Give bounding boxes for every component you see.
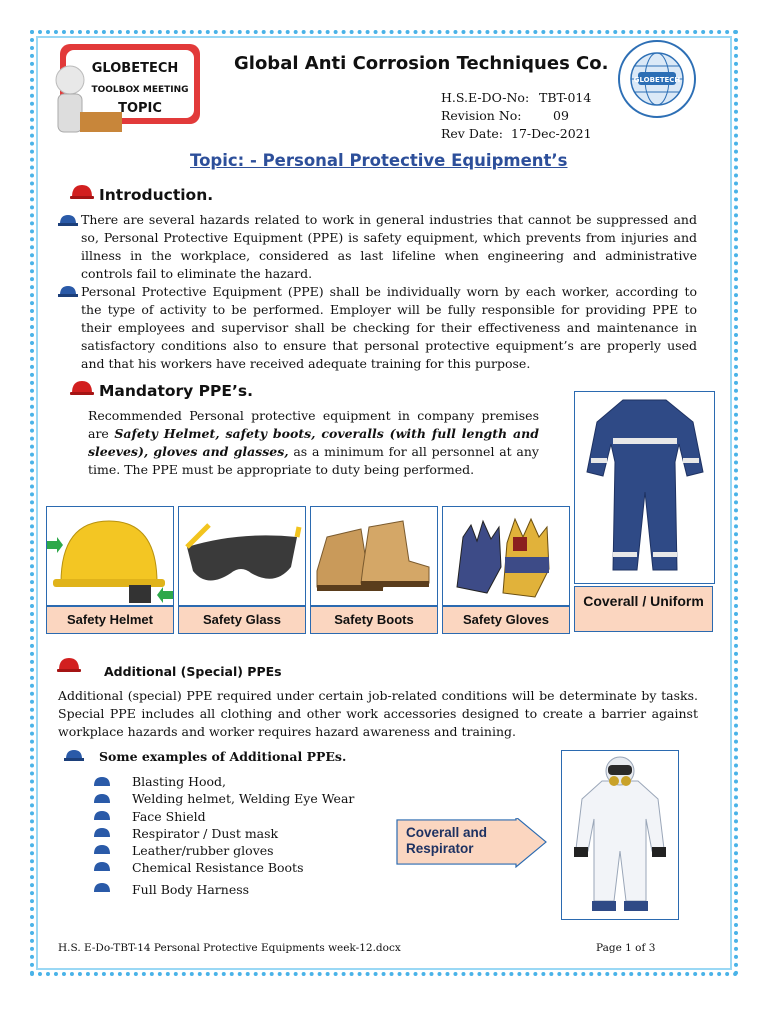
examples-heading: Some examples of Additional PPEs. bbox=[99, 749, 347, 764]
caption-safety-boots: Safety Boots bbox=[310, 606, 438, 634]
hard-hat-icon bbox=[57, 656, 81, 674]
footer-file: H.S. E-Do-TBT-14 Personal Protective Equipments week-12.docx bbox=[58, 942, 401, 954]
coverall-image bbox=[574, 391, 715, 584]
mandatory-heading: Mandatory PPE’s. bbox=[99, 382, 253, 400]
mandatory-text-a: Recommended Personal protective equipment in company premises are bbox=[88, 408, 539, 441]
doc-no: TBT-014 bbox=[539, 90, 592, 105]
doc-no-label: H.S.E-DO-No: bbox=[441, 90, 530, 105]
caption-safety-helmet: Safety Helmet bbox=[46, 606, 174, 634]
list-item: Chemical Resistance Boots bbox=[132, 860, 304, 876]
additional-heading: Additional (Special) PPEs bbox=[104, 664, 282, 679]
callout-text: Coverall and Respirator bbox=[406, 825, 488, 856]
safety-glass-image bbox=[178, 506, 306, 606]
list-item: Full Body Harness bbox=[132, 881, 250, 897]
intro-heading: Introduction. bbox=[99, 186, 214, 204]
safety-helmet-image bbox=[46, 506, 174, 606]
company-name: Global Anti Corrosion Techniques Co. bbox=[234, 53, 609, 74]
globe-label: GLOBETECH bbox=[633, 76, 681, 84]
logo-line1: GLOBETECH bbox=[91, 61, 179, 76]
toolbox-logo bbox=[40, 40, 210, 150]
rev-date: 17-Dec-2021 bbox=[511, 126, 592, 141]
list-item: Respirator / Dust mask bbox=[132, 825, 279, 841]
logo-line2: TOOLBOX MEETING bbox=[91, 85, 189, 95]
topic-title: Topic: - Personal Protective Equipment’s bbox=[190, 151, 568, 170]
examples-list bbox=[132, 773, 354, 898]
caption-safety-glass: Safety Glass bbox=[178, 606, 306, 634]
logo-line3: TOPIC bbox=[118, 101, 162, 116]
blue-helmet-icon bbox=[58, 284, 78, 298]
globetech-globe-logo bbox=[616, 38, 698, 120]
mandatory-paragraph bbox=[88, 407, 539, 479]
list-item: Face Shield bbox=[132, 808, 206, 824]
intro-paragraph-2: Personal Protective Equipment (PPE) shall be individually worn by each worker, according to the type of activity to be performed. Employer will be fully responsible for providing PPE to their employees and supervisor shall be checking for their effectiveness and maintenance in satisfactory conditions also to ensure that personal protective equipment’s are properly used and that his workers have received adequate training for this purpose. bbox=[81, 284, 697, 371]
list-item: Leather/rubber gloves bbox=[132, 843, 274, 859]
footer-page: Page 1 of 3 bbox=[596, 942, 656, 954]
revision-label: Revision No: bbox=[441, 108, 522, 123]
caption-safety-gloves: Safety Gloves bbox=[442, 606, 570, 634]
hard-hat-icon bbox=[70, 183, 94, 201]
revision: 09 bbox=[553, 108, 569, 123]
mandatory-text-bold: Safety Helmet, safety boots, coveralls (with full length and sleeves), gloves and glasses, bbox=[88, 426, 539, 459]
safety-boots-image bbox=[310, 506, 438, 606]
rev-date-label: Rev Date: bbox=[441, 126, 503, 141]
list-item: Welding helmet, Welding Eye Wear bbox=[132, 791, 355, 807]
mandatory-text-c: as a minimum for all personnel at any time. The PPE must be appropriate to duty being performed. bbox=[88, 444, 539, 477]
blue-helmet-icon bbox=[64, 748, 84, 762]
list-icons bbox=[92, 775, 112, 904]
intro-paragraph-1: There are several hazards related to work in general industries that cannot be suppressed and so, Personal Protective Equipment (PPE) is safety equipment, which prevents from injuries and illness in the workplace, considered as last lifeline when engineering and administrative controls fail to eliminate the hazard. bbox=[81, 212, 697, 281]
blue-helmet-icon bbox=[58, 213, 78, 227]
coverall-caption: Coverall / Uniform bbox=[574, 586, 713, 632]
safety-gloves-image bbox=[442, 506, 570, 606]
list-item: Blasting Hood, bbox=[132, 774, 227, 789]
hard-hat-icon bbox=[70, 379, 94, 397]
document-meta bbox=[441, 89, 592, 143]
additional-paragraph: Additional (special) PPE required under certain job-related conditions will be determinate by tasks. Special PPE includes all clothing and other work accessories designed to create a barrier against workplace hazards and worker requires hazard awareness and training. bbox=[58, 688, 698, 739]
coverall-respirator-image bbox=[561, 750, 679, 920]
